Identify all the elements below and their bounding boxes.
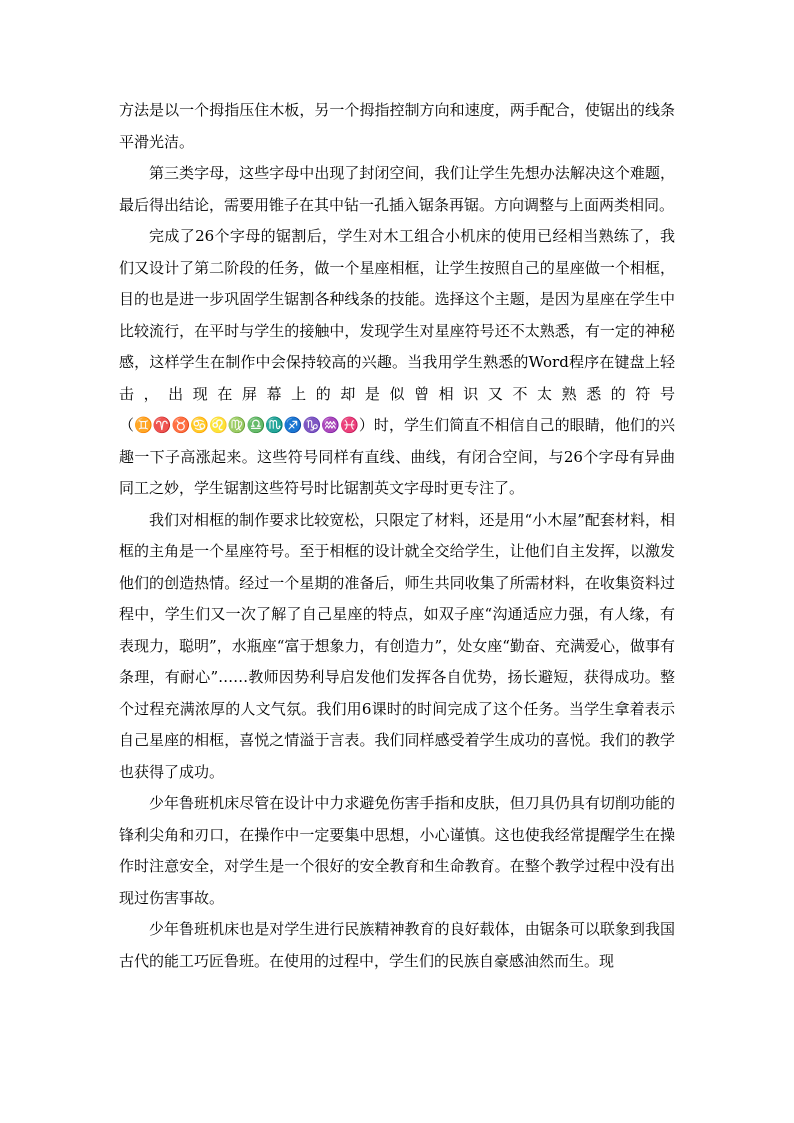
paragraph-1: 方法是以一个拇指压住木板，另一个拇指控制方向和速度，两手配合，使锯出的线条平滑光洁。 xyxy=(119,101,675,151)
paragraph-2: 第三类字母，这些字母中出现了封闭空间，我们让学生先想办法解决这个难题，最后得出结论，需要用锥子在其中钻一孔插入锯条再锯。方向调整与上面两类相同。 xyxy=(119,164,675,214)
paragraph-6: 少年鲁班机床也是对学生进行民族精神教育的良好载体，由锯条可以联象到我国古代的能工巧匠鲁班。在使用的过程中，学生们的民族自豪感油然而生。现 xyxy=(119,920,675,970)
paragraph-4: 我们对相框的制作要求比较宽松，只限定了材料，还是用“小木屋”配套材料，相框的主角是一个星座符号。至于相框的设计就全交给学生，让他们自主发挥，以激发他们的创造热情。经过一个星期的准备后，师生共同收集了所需材料，在收集资料过程中，学生们又一次了解了自己星座的特点，如双子座“沟通适应力强，有人缘，有表现力，聪明”，水瓶座“富于想象力，有创造力”，处女座“勤奋、充满爱心，做事有条理，有耐心”……教师因势利导启发他们发挥各自优势，扬长避短，获得成功。整个过程充满浓厚的人文气氛。我们用6课时的时间完成了这个任务。当学生拿着表示自己星座的相框，喜悦之情溢于言表。我们同样感受着学生成功的喜悦。我们的教学也获得了成功。 xyxy=(119,510,675,781)
paragraph-5: 少年鲁班机床尽管在设计中力求避免伤害手指和皮肤，但刀具仍具有切削功能的锋利尖角和刃口，在操作中一定要集中思想，小心谨慎。这也使我经常提醒学生在操作时注意安全，对学生是一个很好的安全教育和生命教育。在整个教学过程中没有出现过伤害事故。 xyxy=(119,794,675,907)
paragraph-3: 完成了26个字母的锯割后，学生对木工组合小机床的使用已经相当熟练了，我们又设计了第二阶段的任务，做一个星座相框，让学生按照自己的星座做一个相框，目的也是进一步巩固学生锯割各种线条的技能。选择这个主题，是因为星座在学生中比较流行，在平时与学生的接触中，发现学生对星座符号还不太熟悉，有一定的神秘感，这样学生在制作中会保持较高的兴趣。当我用学生熟悉的Word程序在键盘上轻击，出现在屏幕上的却是似曾相识又不太熟悉的符号（♊♈♉♋♌♍♎♏♐♑♒♓）时，学生们简直不相信自己的眼睛，他们的兴趣一下子高涨起来。这些符号同样有直线、曲线，有闭合空间，与26个字母有异曲同工之妙，学生锯割这些符号时比锯割英文字母时更专注了。 xyxy=(119,227,675,497)
document-body xyxy=(119,95,675,977)
